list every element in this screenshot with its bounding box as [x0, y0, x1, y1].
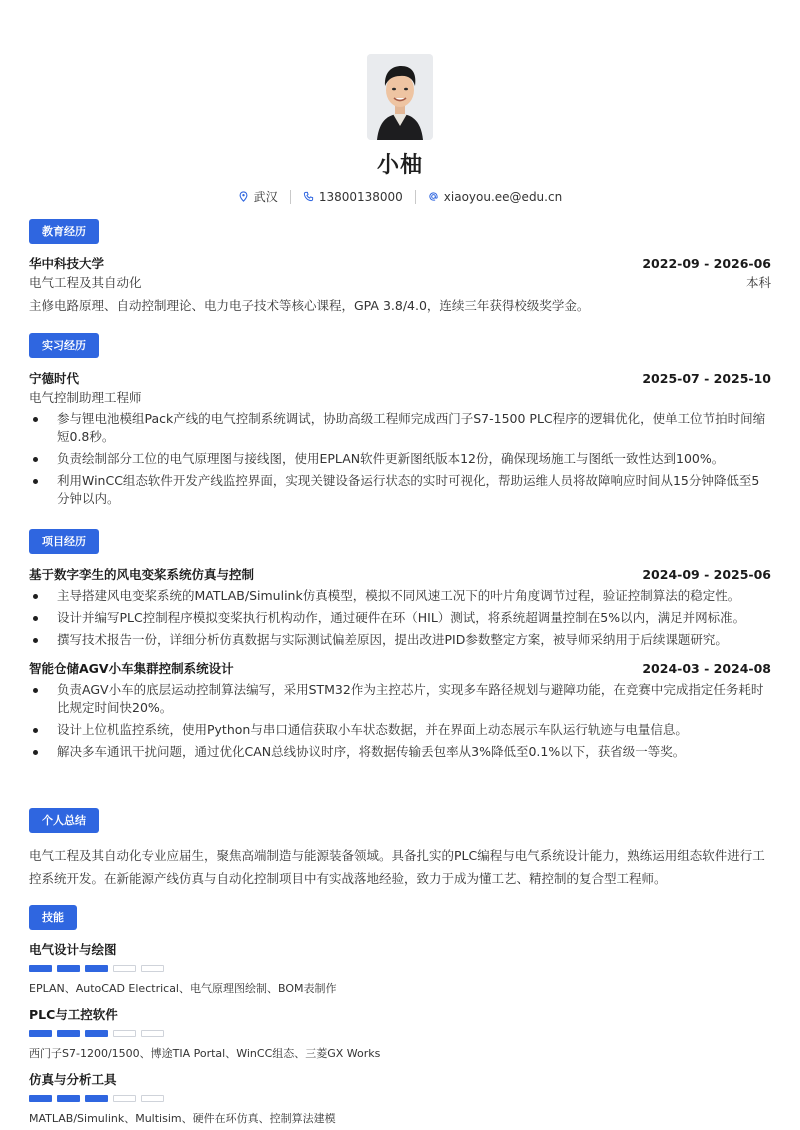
internship-dates: 2025-07 - 2025-10 — [642, 371, 771, 386]
candidate-name: 小柚 — [376, 153, 423, 178]
skill-level-bar — [29, 965, 771, 972]
skills-section — [29, 905, 771, 1126]
skill-detail: EPLAN、AutoCAD Electrical、电气原理图绘制、BOM表制作 — [29, 982, 337, 995]
internship-bullets — [29, 410, 771, 508]
list-item: 主导搭建风电变桨系统的MATLAB/Simulink仿真模型，模拟不同风速工况下的叶片角度调节过程，验证控制算法的稳定性。 — [29, 587, 771, 605]
list-item: 负责绘制部分工位的电气原理图与接线图，使用EPLAN软件更新图纸版本12份，确保现场施工与图纸一致性达到100%。 — [29, 450, 771, 468]
section-heading-projects: 项目经历 — [29, 529, 99, 554]
skill-item — [29, 1070, 771, 1126]
skill-level-segment-empty — [113, 1095, 136, 1102]
project-row — [29, 659, 771, 677]
summary-section — [29, 808, 771, 890]
skill-level-segment-filled — [29, 1030, 52, 1037]
school-name: 华中科技大学 — [29, 256, 105, 271]
skill-level-segment-filled — [57, 965, 80, 972]
project-dates: 2024-03 - 2024-08 — [642, 661, 771, 676]
phone-text[interactable]: 13800138000 — [318, 189, 403, 204]
skill-name: PLC与工控软件 — [29, 1007, 118, 1022]
skill-level-segment-empty — [141, 1095, 164, 1102]
project-dates: 2024-09 - 2025-06 — [642, 567, 771, 582]
skill-level-segment-filled — [57, 1095, 80, 1102]
list-item: 设计上位机监控系统，使用Python与串口通信获取小车状态数据，并在界面上动态展示车队运行轨迹与电量信息。 — [29, 721, 771, 739]
contact-phone — [303, 190, 403, 204]
skill-level-segment-filled — [29, 1095, 52, 1102]
avatar-photo — [367, 54, 433, 140]
summary-text: 电气工程及其自动化专业应届生，聚焦高端制造与能源装备领域。具备扎实的PLC编程与电气系统设计能力，熟练运用组态软件进行工控系统开发。在新能源产线仿真与自动化控制项目中有实战落地经验，致力于成为懂工艺、精控制的复合型工程师。 — [29, 848, 765, 886]
skill-level-segment-filled — [85, 1030, 108, 1037]
skill-level-bar — [29, 1095, 771, 1102]
project-title: 智能仓储AGV小车集群控制系统设计 — [29, 661, 234, 676]
skill-level-segment-filled — [29, 965, 52, 972]
location-text: 武汉 — [253, 190, 278, 204]
section-heading-internship: 实习经历 — [29, 333, 99, 358]
degree: 本科 — [745, 275, 771, 290]
section-heading-summary: 个人总结 — [29, 808, 99, 833]
internship-section — [29, 333, 771, 512]
education-dates: 2022-09 - 2026-06 — [642, 256, 771, 271]
at-sign-icon — [428, 191, 439, 202]
list-item: 利用WinCC组态软件开发产线监控界面，实现关键设备运行状态的实时可视化，帮助运维人员将故障响应时间从15分钟降低至5分钟以内。 — [29, 472, 771, 508]
skill-level-segment-filled — [85, 1095, 108, 1102]
skill-level-segment-empty — [141, 965, 164, 972]
contact-email — [428, 190, 562, 204]
project-bullets — [29, 587, 771, 649]
list-item: 参与锂电池模组Pack产线的电气控制系统调试，协助高级工程师完成西门子S7-1500 PLC程序的逻辑优化，使单工位节拍时间缩短0.8秒。 — [29, 410, 771, 446]
resume-header — [0, 54, 800, 205]
education-sub-row — [29, 273, 771, 291]
section-heading-skills: 技能 — [29, 905, 77, 930]
education-description: 主修电路原理、自动控制理论、电力电子技术等核心课程，GPA 3.8/4.0，连续三年获得校级奖学金。 — [29, 298, 590, 313]
skill-name: 仿真与分析工具 — [29, 1072, 117, 1087]
skill-item — [29, 940, 771, 996]
list-item: 撰写技术报告一份，详细分析仿真数据与实际测试偏差原因，提出改进PID参数整定方案，被导师采纳用于后续课题研究。 — [29, 631, 771, 649]
skill-level-segment-empty — [141, 1030, 164, 1037]
company-name: 宁德时代 — [29, 371, 80, 386]
list-item: 负责AGV小车的底层运动控制算法编写，采用STM32作为主控芯片，实现多车路径规划与避障功能，在竞赛中完成指定任务耗时比规定时间快20%。 — [29, 681, 771, 717]
skill-level-segment-filled — [57, 1030, 80, 1037]
education-section — [29, 219, 771, 316]
contact-info — [0, 188, 800, 205]
phone-icon — [303, 191, 314, 202]
project-title: 基于数字孪生的风电变桨系统仿真与控制 — [29, 567, 255, 582]
job-role: 电气控制助理工程师 — [29, 390, 142, 405]
contact-location — [238, 188, 278, 205]
section-heading-education: 教育经历 — [29, 219, 99, 244]
major: 电气工程及其自动化 — [29, 275, 142, 290]
avatar — [367, 54, 433, 140]
skill-level-segment-empty — [113, 965, 136, 972]
contact-divider — [290, 190, 291, 204]
skill-detail: 西门子S7-1200/1500、博途TIA Portal、WinCC组态、三菱GX Works — [29, 1047, 381, 1060]
skill-level-segment-filled — [85, 965, 108, 972]
projects-section — [29, 529, 771, 765]
list-item: 解决多车通讯干扰问题，通过优化CAN总线协议时序，将数据传输丢包率从3%降低至0.1%以下，获省级一等奖。 — [29, 743, 771, 761]
list-item: 设计并编写PLC控制程序模拟变桨执行机构动作，通过硬件在环（HIL）测试，将系统超调量控制在5%以内，满足并网标准。 — [29, 609, 771, 627]
project-bullets — [29, 681, 771, 761]
education-row — [29, 254, 771, 272]
contact-divider — [415, 190, 416, 204]
skill-level-bar — [29, 1030, 771, 1037]
email-link[interactable]: xiaoyou.ee@edu.cn — [443, 189, 563, 204]
skill-item — [29, 1005, 771, 1061]
skill-name: 电气设计与绘图 — [29, 942, 117, 957]
internship-row — [29, 369, 771, 387]
location-pin-icon — [238, 191, 249, 202]
skill-level-segment-empty — [113, 1030, 136, 1037]
project-row — [29, 565, 771, 583]
skill-detail: MATLAB/Simulink、Multisim、硬件在环仿真、控制算法建模 — [29, 1112, 336, 1125]
